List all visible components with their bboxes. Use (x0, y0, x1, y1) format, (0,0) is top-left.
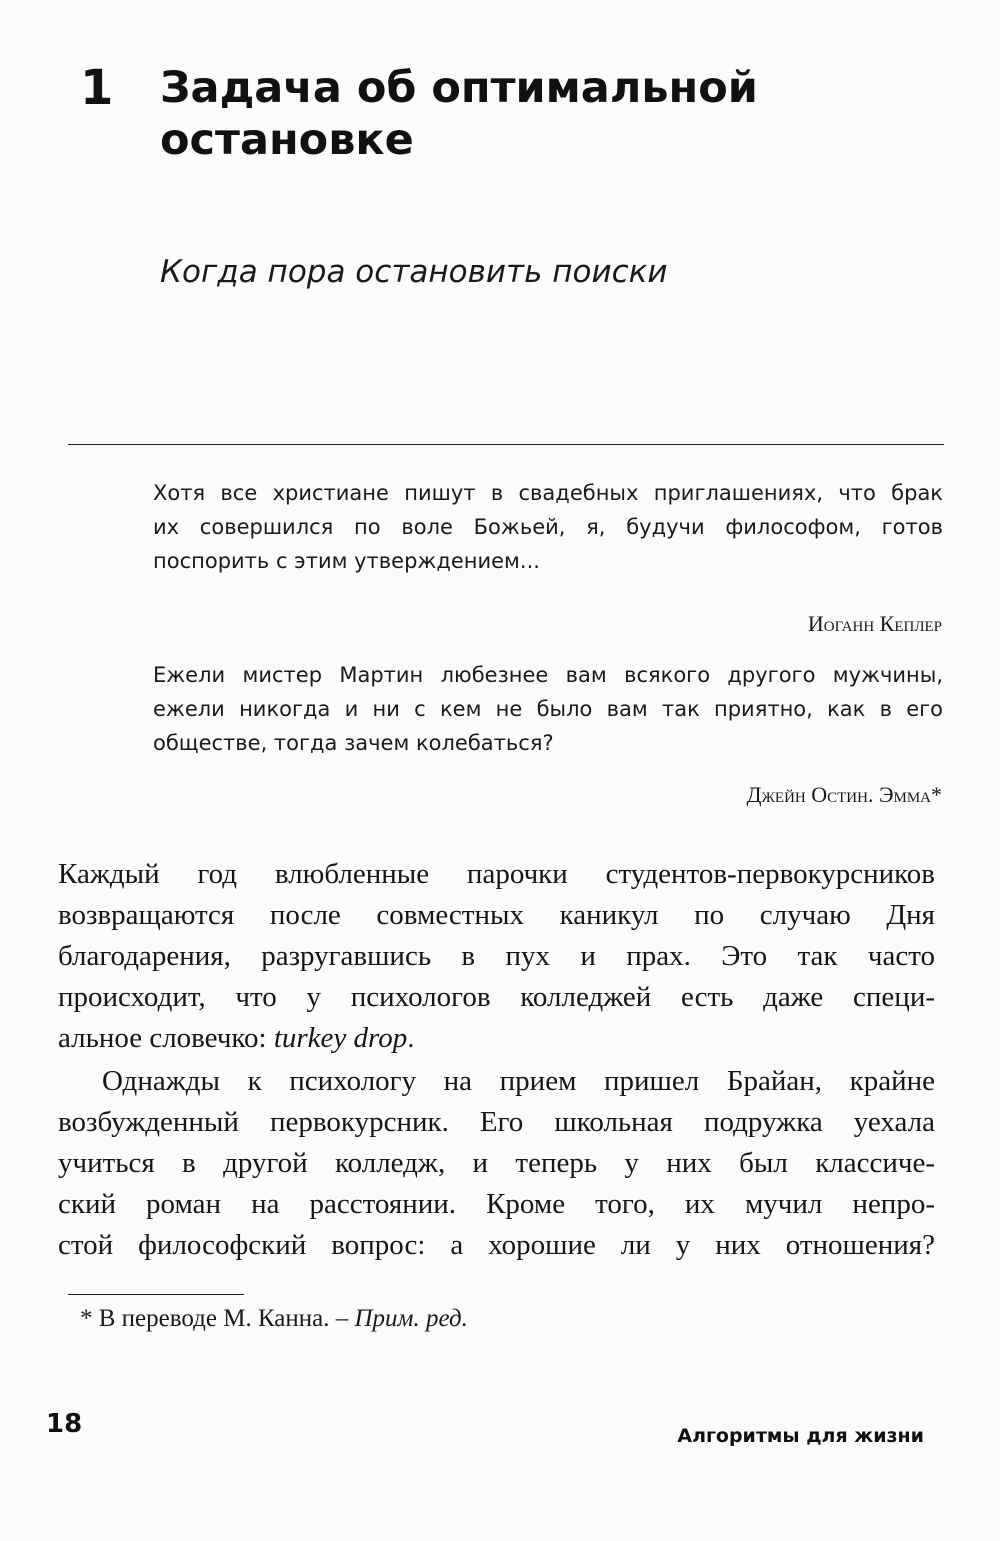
chapter-title (160, 62, 960, 166)
page-number: 18 (46, 1409, 83, 1439)
footnote-divider (68, 1294, 244, 1295)
paragraph-line (58, 1018, 935, 1059)
footnote-editor-note: Прим. ред. (354, 1305, 468, 1332)
paragraph-line: стой философский вопрос: а хорошие ли у них отношения? (58, 1229, 935, 1261)
paragraph-line: благодарения, разругавшись в пух и прах. Это так часто (58, 940, 935, 972)
epigraph-line: ежели никогда и ни с кем не было вам так приятно, как в его (153, 697, 943, 721)
paragraph-line: Однажды к психологу на прием пришел Брайан, крайне (102, 1065, 935, 1097)
body-paragraph (58, 1061, 935, 1266)
chapter-number: 1 (80, 60, 114, 116)
epigraph-line: обществе, тогда зачем колебаться? (153, 731, 554, 755)
epigraph-line: поспорить с этим утверждением... (153, 549, 540, 573)
paragraph-text: альное словечко: (58, 1022, 274, 1054)
paragraph-line: возвращаются после совместных каникул по случаю Дня (58, 899, 935, 931)
footnote-text: * В переводе М. Канна. – (80, 1305, 355, 1332)
epigraph-line: Хотя все христиане пишут в свадебных приглашениях, что брак (153, 481, 943, 505)
epigraph-line: их совершился по воле Божьей, я, будучи философом, готов (153, 515, 943, 539)
epigraph-quote (153, 476, 943, 578)
paragraph-line: происходит, что у психологов колледжей есть даже специ- (58, 981, 935, 1013)
footnote (80, 1302, 468, 1336)
chapter-title-line: остановке (160, 115, 414, 165)
italic-term: turkey drop (273, 1022, 408, 1054)
paragraph-text: . (407, 1022, 415, 1054)
paragraph-line: возбужденный первокурсник. Его школьная подружка уехала (58, 1106, 935, 1138)
chapter-subtitle: Когда пора остановить поиски (160, 254, 668, 290)
epigraph-attribution: Иоганн Кеплер (807, 611, 942, 636)
epigraph-line: Ежели мистер Мартин любезнее вам всякого другого мужчины, (153, 663, 943, 687)
chapter-title-line: Задача об оптимальной (160, 63, 758, 113)
paragraph-line: учиться в другой колледж, и теперь у них был классиче- (58, 1147, 935, 1179)
section-divider (68, 444, 944, 445)
paragraph-line: Каждый год влюбленные парочки студентов-первокурсников (58, 858, 935, 890)
paragraph-line: ский роман на расстоянии. Кроме того, их мучил непро- (58, 1188, 935, 1220)
epigraph-quote (153, 658, 943, 760)
body-paragraph (58, 854, 935, 1059)
running-footer-title: Алгоритмы для жизни (677, 1425, 924, 1447)
epigraph-attribution: Джейн Остин. Эмма* (746, 782, 942, 807)
